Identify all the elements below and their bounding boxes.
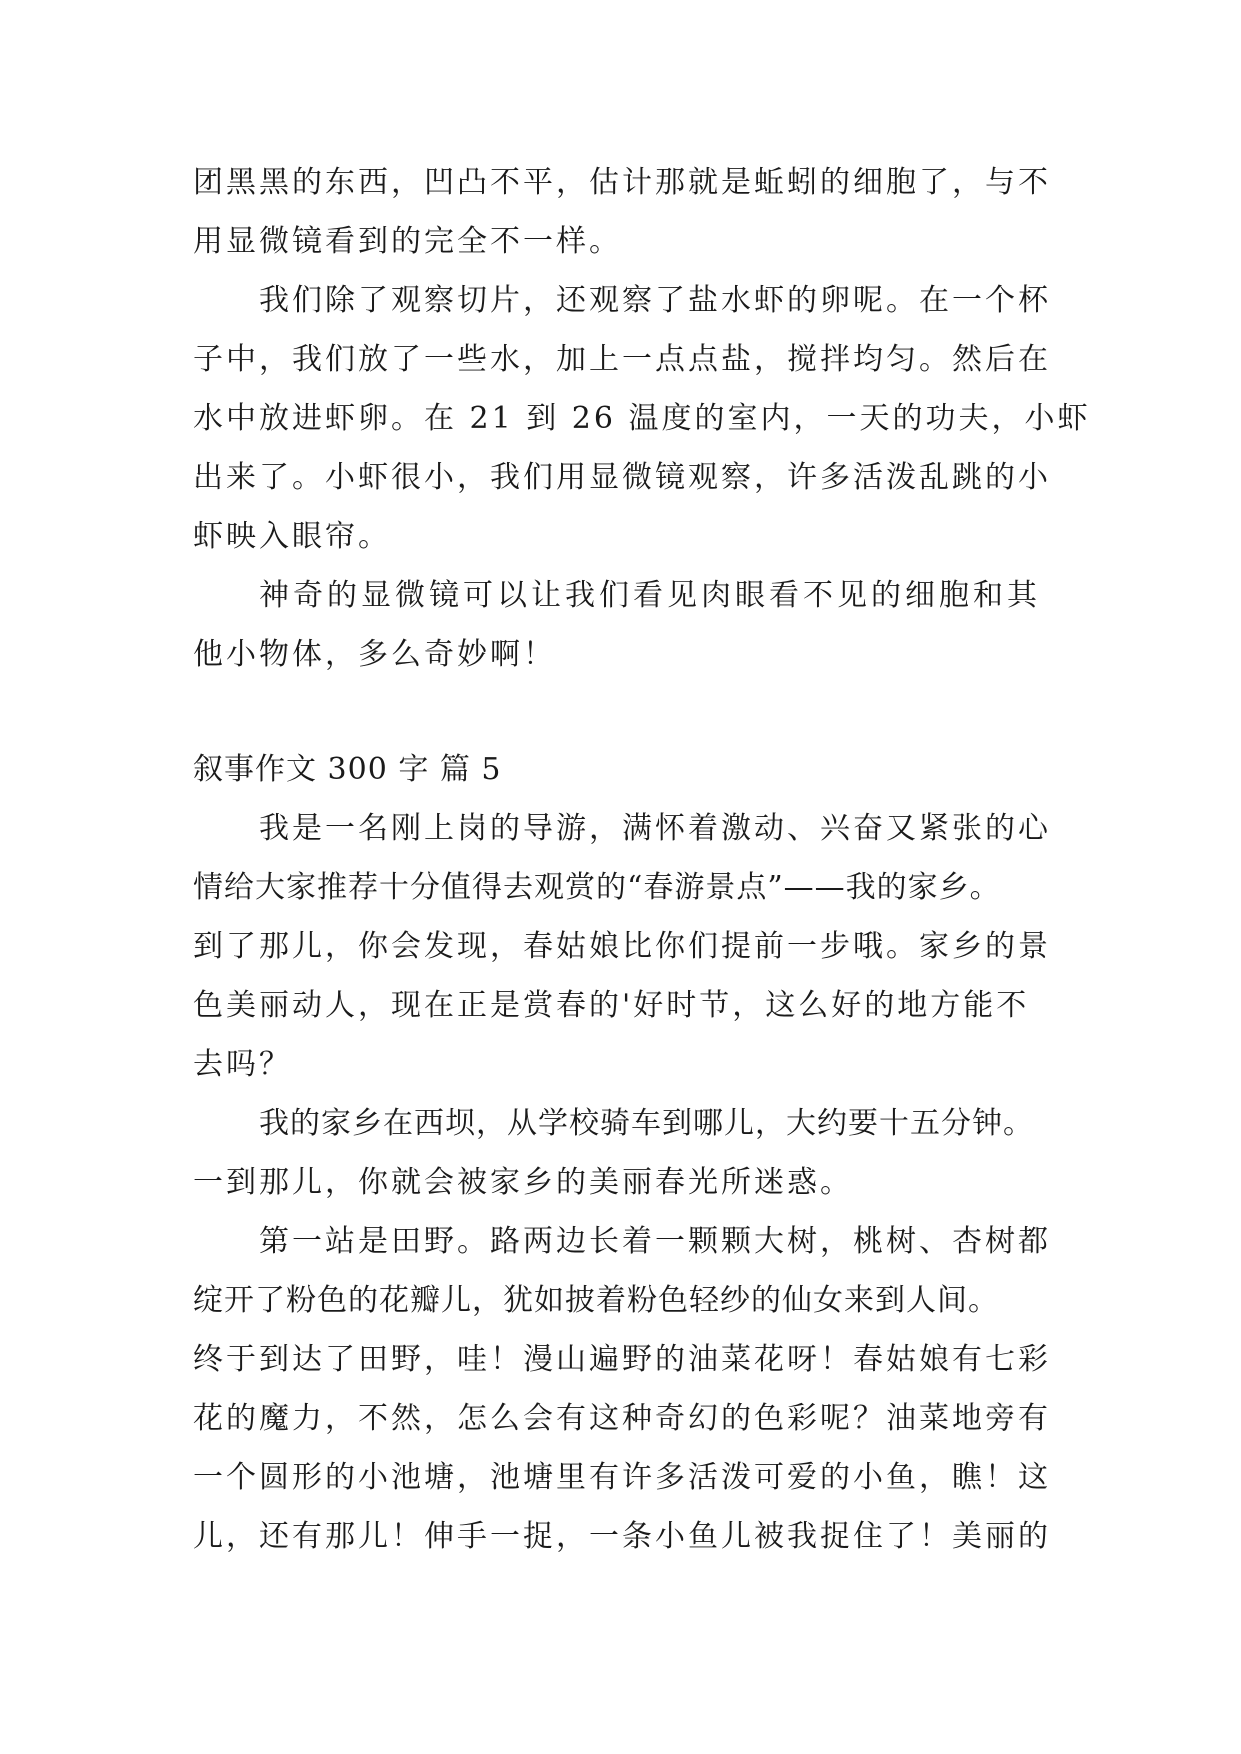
paragraph-start-line: 我们除了观察切片，还观察了盐水虾的卵呢。在一个杯 (259, 283, 1051, 318)
section-heading: 叙事作文 300 字 篇 5 (193, 752, 502, 787)
text-line: 情给大家推荐十分值得去观赏的“春游景点”——我的家乡。 (193, 870, 1001, 905)
text-line: 绽开了粉色的花瓣儿，犹如披着粉色轻纱的仙女来到人间。 (193, 1283, 999, 1318)
paragraph-start-line: 我的家乡在西坝，从学校骑车到哪儿，大约要十五分钟。 (259, 1106, 1034, 1141)
paragraph-start-line: 我是一名刚上岗的导游，满怀着激动、兴奋又紧张的心 (259, 811, 1051, 846)
text-line: 终于到达了田野，哇！漫山遍野的油菜花呀！春姑娘有七彩 (193, 1342, 1051, 1377)
paragraph-start-line: 第一站是田野。路两边长着一颗颗大树，桃树、杏树都 (259, 1224, 1051, 1259)
text-line: 他小物体，多么奇妙啊！ (193, 637, 556, 672)
text-line: 儿，还有那儿！伸手一捉，一条小鱼儿被我捉住了！美丽的 (193, 1519, 1051, 1554)
text-line: 水中放进虾卵。在 21 到 26 温度的室内，一天的功夫，小虾 (193, 401, 1091, 436)
text-line: 花的魔力，不然，怎么会有这种奇幻的色彩呢？油菜地旁有 (193, 1401, 1051, 1436)
text-line: 色美丽动人，现在正是赏春的'好时节，这么好的地方能不 (193, 988, 1030, 1023)
text-line: 虾映入眼帘。 (193, 519, 391, 554)
text-line: 一到那儿，你就会被家乡的美丽春光所迷惑。 (193, 1165, 853, 1200)
text-line: 一个圆形的小池塘，池塘里有许多活泼可爱的小鱼，瞧！这 (193, 1460, 1051, 1495)
text-line: 去吗？ (193, 1047, 292, 1082)
text-line: 用显微镜看到的完全不一样。 (193, 224, 622, 259)
paragraph-start-line: 神奇的显微镜可以让我们看见肉眼看不见的细胞和其 (259, 578, 1041, 613)
text-line: 到了那儿，你会发现，春姑娘比你们提前一步哦。家乡的景 (193, 929, 1051, 964)
text-line: 子中，我们放了一些水，加上一点点盐，搅拌均匀。然后在 (193, 342, 1051, 377)
text-line: 团黑黑的东西，凹凸不平，估计那就是蚯蚓的细胞了，与不 (193, 165, 1051, 200)
text-line: 出来了。小虾很小，我们用显微镜观察，许多活泼乱跳的小 (193, 460, 1051, 495)
